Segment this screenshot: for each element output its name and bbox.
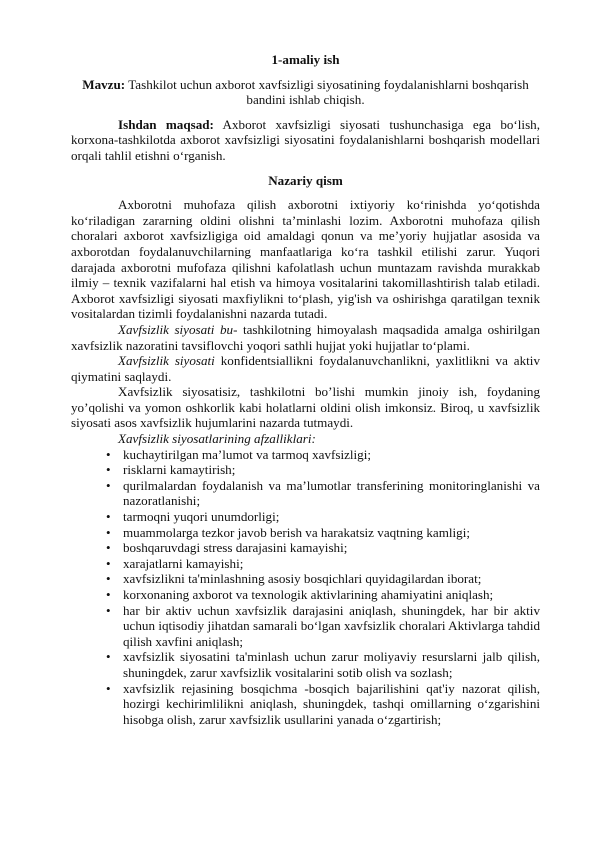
list-item xyxy=(106,602,540,650)
bullet-icon: • xyxy=(106,524,111,540)
list-item xyxy=(106,540,540,556)
list-item xyxy=(106,680,540,728)
list-item-text: xarajatlarni kamayishi; xyxy=(123,555,244,571)
list-item-text: xavfsizlik rejasining bosqichma -bosqich bajarilishini qat'iy nazorat qilish, hozirgi kechirimlilikni aniqlash, shuningdek, tashqi omillarning oʻzgarishini hisobga olish, zarur xavfsizlik usullarini yanada oʻzgartirish; xyxy=(123,680,540,727)
bullet-icon: • xyxy=(106,649,111,665)
topic-label: Mavzu: xyxy=(82,76,126,92)
list-item-text: kuchaytirilgan ma’lumot va tarmoq xavfsizligi; xyxy=(123,446,371,462)
list-item-text: qurilmalardan foydalanish va ma’lumotlar transferining monitoringlanishi va nazoratlanishi; xyxy=(123,477,540,509)
bullet-icon: • xyxy=(106,462,111,478)
goal-paragraph xyxy=(71,117,540,164)
advantages-heading: Xavfsizlik siyosatlarining afzalliklari: xyxy=(118,431,316,447)
paragraph-2-italic: Xavfsizlik siyosati bu- xyxy=(118,321,238,337)
list-item-text: boshqaruvdagi stress darajasini kamayishi; xyxy=(123,540,348,556)
list-item xyxy=(106,587,540,603)
list-item-text: xavfsizlikni ta'minlashning asosiy bosqichlari quyidagilardan iborat; xyxy=(123,571,482,587)
bullet-icon: • xyxy=(106,602,111,618)
advantages-list xyxy=(71,447,540,728)
list-item xyxy=(106,555,540,572)
list-item-text: har bir aktiv uchun xavfsizlik darajasini aniqlash, shuningdek, har bir aktiv uchun iqtisodiy jihatdan samarali boʻlgan xavfsizlik choralari Aktivlarga tahdid qilish xavfini aniqlash; xyxy=(123,602,540,649)
list-item xyxy=(106,462,540,478)
topic-text: Tashkilot uchun axborot xavfsizligi siyosatining foydalanishlarni boshqarish bandini ishlab chiqish. xyxy=(128,76,529,108)
goal-label: Ishdan maqsad: xyxy=(118,116,214,132)
paragraph-4: Xavfsizlik siyosatisiz, tashkilotni bo’lishi mumkin jinoiy ish, foydaning yo’qolishi va yomon oshkorlik kabi holatlarni oldini olish imkonsiz. Biroq, u xavfsizlik siyosati asos xavfsizlik hujumlarini nazarda tutmaydi. xyxy=(71,384,540,431)
list-item-text: risklarni kamaytirish; xyxy=(123,462,236,478)
bullet-icon: • xyxy=(106,509,111,525)
paragraph-3-text: konfidentsiallikni foydalanuvchanlikni, yaxlitlikni va aktiv qiymatini saqlaydi. xyxy=(71,353,540,384)
list-item xyxy=(106,524,540,541)
list-item-text: muammolarga tezkor javob berish va harakatsiz vaqtning kamligi; xyxy=(123,524,471,540)
bullet-icon: • xyxy=(106,587,111,602)
list-item xyxy=(106,446,540,463)
list-item xyxy=(106,571,540,587)
paragraph-2 xyxy=(71,322,540,353)
bullet-icon: • xyxy=(106,446,111,462)
paragraph-3-italic: Xavfsizlik siyosati xyxy=(118,353,215,369)
list-item-text: korxonaning axborot va texnologik aktivlarining ahamiyatini aniqlash; xyxy=(123,587,494,602)
list-item xyxy=(106,509,540,525)
list-item-text: tarmoqni yuqori unumdorligi; xyxy=(123,509,280,525)
bullet-icon: • xyxy=(106,555,111,571)
goal-text: Axborot xavfsizligi siyosati tushunchasiga ega boʻlish, korxona-tashkilotda axborot xavfsizligi siyosatini foydalanishlarni boshqarish modellari orqali tahlil etishni oʻrganish. xyxy=(71,116,540,163)
list-item xyxy=(106,477,540,509)
bullet-icon: • xyxy=(106,571,111,587)
paragraph-1: Axborotni muhofaza qilish axborotni ixtiyoriy koʻrinishda yoʻqotishda koʻriladigan zararning oldini olishni ta’minlashi lozim. Axborotni muhofaza qilish choralari axborot xavfsizligiga oid amaldagi qonun va me’yoriy hujjatlar asosida va axborotdan foydalanuvchilarning manfaatlariga koʻra tashkil etilishi zarur. Yuqori darajada axborotni mufofaza qilishni kafolatlash uchun muntazam ravishda murakkab ilmiy – texnik vazifalarni hal etish va himoya vositalarini takomillashtirish talab etiladi. Axborot xavfsizligi siyosati maxfiylikni toʻplash, yig'ish va oshirishga qaratilgan texnik vositalardan tizimli foydalanishni nazarda tutadi. xyxy=(71,197,540,322)
list-item-text: xavfsizlik siyosatini ta'minlash uchun zarur moliyaviy resurslarni jalb qilish, shuningdek, zarur xavfsizlik vositalarini sotib olish va sozlash; xyxy=(123,649,540,680)
bullet-icon: • xyxy=(106,477,111,493)
paragraph-3 xyxy=(71,353,540,384)
topic-line xyxy=(71,77,540,108)
bullet-icon: • xyxy=(106,540,111,556)
page-heading: 1-amaliy ish xyxy=(271,52,340,67)
bullet-icon: • xyxy=(106,680,111,696)
paragraph-2-text: tashkilotning himoyalash maqsadida amalga oshirilgan xavfsizlik nazoratini tavsiflovchi yoqori sathli hujjat yoki hujjatlar toʻplami. xyxy=(71,321,540,353)
list-item xyxy=(106,649,540,680)
section-title: Nazariy qism xyxy=(268,172,343,188)
